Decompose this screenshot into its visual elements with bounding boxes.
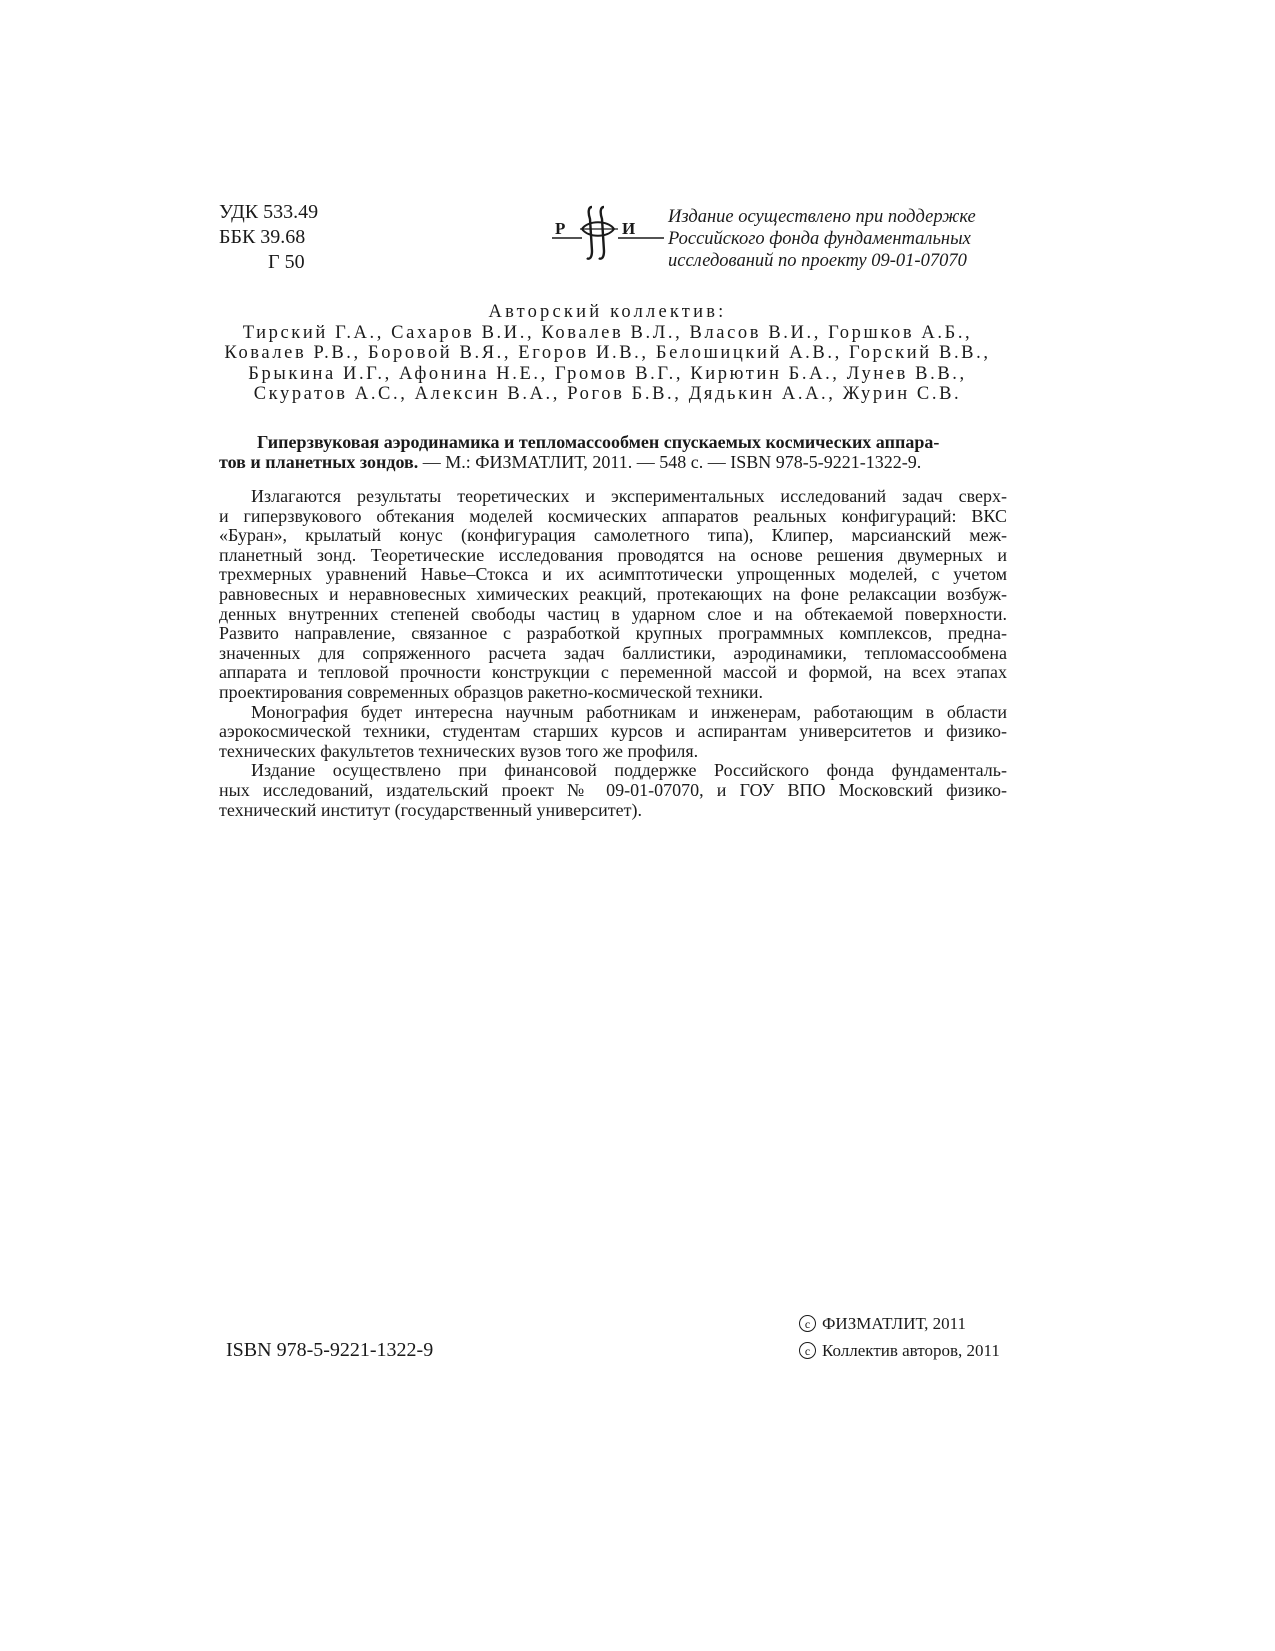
abstract-line: аппарата и тепловой прочности конструкции с переменной массой и формой, на всех этапах xyxy=(219,662,1007,683)
abstract-line: Излагаются результаты теоретических и экспериментальных исследований задач сверх- xyxy=(251,486,1007,506)
copyright-icon: c xyxy=(799,1342,816,1359)
authors-block xyxy=(200,302,1015,405)
svg-text:И: И xyxy=(622,219,636,238)
classification-block xyxy=(219,200,318,275)
abstract-line: Монография будет интересна научным работникам и инженерам, работающим в области xyxy=(251,701,1007,722)
abstract-line: и гиперзвукового обтекания моделей космических аппаратов реальных конфигураций: ВКС xyxy=(219,505,1007,526)
abstract-line: технических факультетов технических вузов того же профиля. xyxy=(219,740,699,761)
rffi-logo-icon xyxy=(552,205,664,265)
copyright-block xyxy=(799,1310,1000,1364)
copyright-authors-text: Коллектив авторов, 2011 xyxy=(822,1341,1000,1360)
authors-line: Тирский Г.А., Сахаров В.И., Ковалев В.Л., Власов В.И., Горшков А.Б., xyxy=(242,322,973,343)
authors-line: Скуратов А.С., Алексин В.А., Рогов Б.В., Дядькин А.А., Журин С.В. xyxy=(253,384,962,404)
biblio-title-line xyxy=(219,432,1007,452)
authors-line: Брыкина И.Г., Афонина Н.Е., Громов В.Г., Кирютин Б.А., Лунев В.В., xyxy=(248,363,967,384)
udk-code: УДК 533.49 xyxy=(219,201,319,223)
abstract-line: технический институт (государственный университет). xyxy=(219,799,642,820)
abstract-line: аэрокосмической техники, студентам старших курсов и аспирантам университетов и физико- xyxy=(219,721,1007,742)
svg-text:Р: Р xyxy=(555,219,566,238)
abstract-line: значенных для сопряженного расчета задач баллистики, аэродинамики, тепломассообмена xyxy=(219,642,1007,663)
abstract-line: Развито направление, связанное с разработкой крупных программных комплексов, предна- xyxy=(219,623,1007,644)
support-note xyxy=(668,206,1008,272)
copyright-publisher-text: ФИЗМАТЛИТ, 2011 xyxy=(822,1314,967,1333)
bbk-code: ББК 39.68 xyxy=(219,226,306,248)
biblio-imprint-line xyxy=(219,452,1007,472)
copyright-authors xyxy=(799,1337,1000,1364)
support-note-line: Российского фонда фундаментальных xyxy=(668,229,971,249)
copyright-publisher xyxy=(799,1310,1000,1337)
abstract-line: ных исследований, издательский проект № 09-01-07070, и ГОУ ВПО Московский физико- xyxy=(219,779,1007,800)
abstract-line: проектирования современных образцов ракетно-космической техники. xyxy=(219,681,764,702)
copyright-icon: c xyxy=(799,1315,816,1332)
author-mark-code: Г 50 xyxy=(268,251,305,273)
abstract-line: трехмерных уравнений Навье–Стокса и их асимптотически упрощенных моделей, с учетом xyxy=(219,564,1007,585)
book-title-part2: тов и планетных зондов. xyxy=(219,452,419,472)
abstract-line: «Буран», крылатый конус (конфигурация самолетного типа), Клипер, марсианский меж- xyxy=(219,525,1007,546)
isbn-bottom: ISBN 978-5-9221-1322-9 xyxy=(226,1339,434,1361)
abstract-line: равновесных и неравновесных химических реакций, протекающих на фоне релаксации возбуж- xyxy=(219,583,1007,604)
abstract xyxy=(219,487,1007,820)
book-title-part1: Гиперзвуковая аэродинамика и тепломассообмен спускаемых космических аппара- xyxy=(257,432,940,452)
abstract-line: планетный зонд. Теоретические исследования проводятся на основе решения двумерных и xyxy=(219,544,1007,565)
bibliographic-entry xyxy=(219,432,1007,472)
imprint-details: — М.: ФИЗМАТЛИТ, 2011. — 548 с. — ISBN 978-5-9221-1322-9. xyxy=(418,452,922,472)
abstract-line: Издание осуществлено при финансовой поддержке Российского фонда фундаменталь- xyxy=(251,760,1007,781)
authors-heading: Авторский коллектив: xyxy=(488,302,727,322)
support-note-line: Издание осуществлено при поддержке xyxy=(668,207,976,227)
support-note-line: исследований по проекту 09-01-07070 xyxy=(668,251,967,271)
authors-line: Ковалев Р.В., Боровой В.Я., Егоров И.В., Белошицкий А.В., Горский В.В., xyxy=(224,343,991,363)
abstract-line: денных внутренних степеней свободы частиц в ударном слое и на обтекаемой поверхности. xyxy=(219,603,1007,624)
